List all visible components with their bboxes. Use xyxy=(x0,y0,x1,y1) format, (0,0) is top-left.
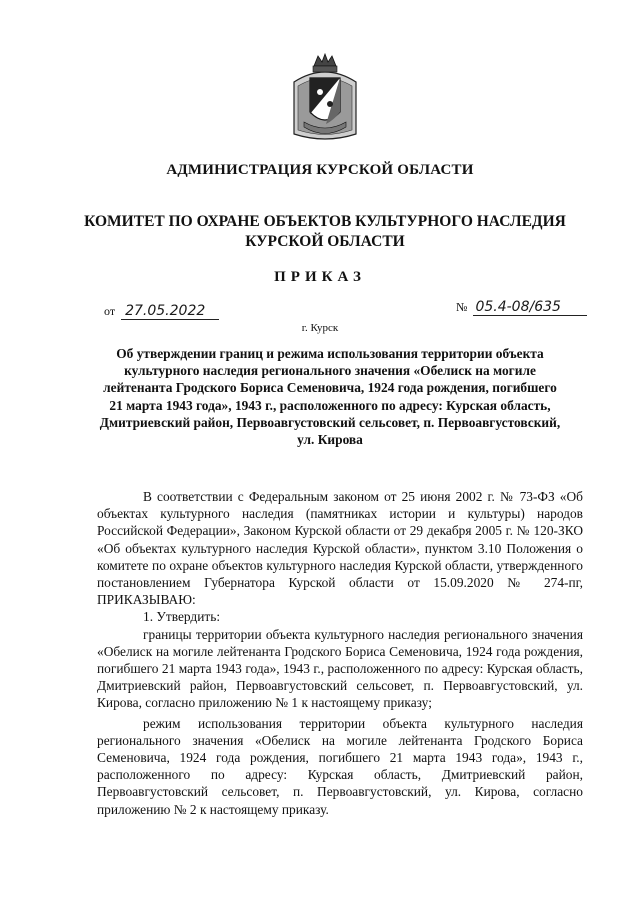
body-paragraph: режим использования территории объекта культурного наследия регионального значения «Обелиск на могиле лейтенанта Гродского Бориса Семеновича, 1924 года рождения, погибшего 21 марта 1943 года», 1943 г., расположенного по адресу: Курская область, Дмитриевский район, Первоавгустовский сельсовет, п. Первоавгустовский, ул. Кирова, согласно приложению № 2 к настоящему приказу. xyxy=(97,715,583,817)
body-paragraph: В соответствии с Федеральным законом от 25 июня 2002 г. № 73-ФЗ «Об объектах культурного наследия (памятниках истории и культуры) народов Российской Федерации», Законом Курской области от 29 декабря 2005 г. № 120-ЗКО «Об объектах культурного наследия Курской области», пунктом 3.10 Положения о комитете по охране объектов культурного наследия Курской области, утвержденного постановлением Губернатора Курской области от 15.09.2020 № 274-пг, ПРИКАЗЫВАЮ: xyxy=(97,489,583,608)
date-prefix: от xyxy=(104,304,116,318)
coat-of-arms-icon xyxy=(290,52,360,142)
number-field xyxy=(456,299,587,316)
administration-title: АДМИНИСТРАЦИЯ КУРСКОЙ ОБЛАСТИ xyxy=(166,162,474,178)
committee-title-line1: КОМИТЕТ ПО ОХРАНЕ ОБЪЕКТОВ КУЛЬТУРНОГО НАСЛЕДИЯ xyxy=(84,213,566,230)
document-type: ПРИКАЗ xyxy=(274,269,366,285)
number-value: 05.4-08/635 xyxy=(473,299,587,316)
committee-title xyxy=(80,212,570,252)
committee-title-line2: КУРСКОЙ ОБЛАСТИ xyxy=(245,233,405,250)
body-paragraph: границы территории объекта культурного наследия регионального значения «Обелиск на могиле лейтенанта Гродского Бориса Семеновича, 1924 года рождения, погибшего 21 марта 1943 года», 1943 г., расположенного по адресу: Курская область, Дмитриевский район, Первоавгустовский сельсовет, п. Первоавгустовский, ул. Кирова, согласно приложению № 1 к настоящему приказу; xyxy=(97,626,583,711)
number-prefix: № xyxy=(456,300,468,314)
city-label: г. Курск xyxy=(301,322,339,334)
document-subject: Об утверждении границ и режима использования территории объекта культурного наследия регионального значения «Обелиск на могиле лейтенанта Гродского Бориса Семеновича, 1924 года рождения, погибшего 21 марта 1943 года», 1943 г., расположенного по адресу: Курская область, Дмитриевский район, Первоавгустовский сельсовет, п. Первоавгустовский, ул. Кирова xyxy=(99,346,561,448)
date-field xyxy=(104,303,219,320)
document-body xyxy=(97,488,583,818)
date-value: 27.05.2022 xyxy=(121,303,219,320)
body-paragraph: 1. Утвердить: xyxy=(143,609,221,625)
